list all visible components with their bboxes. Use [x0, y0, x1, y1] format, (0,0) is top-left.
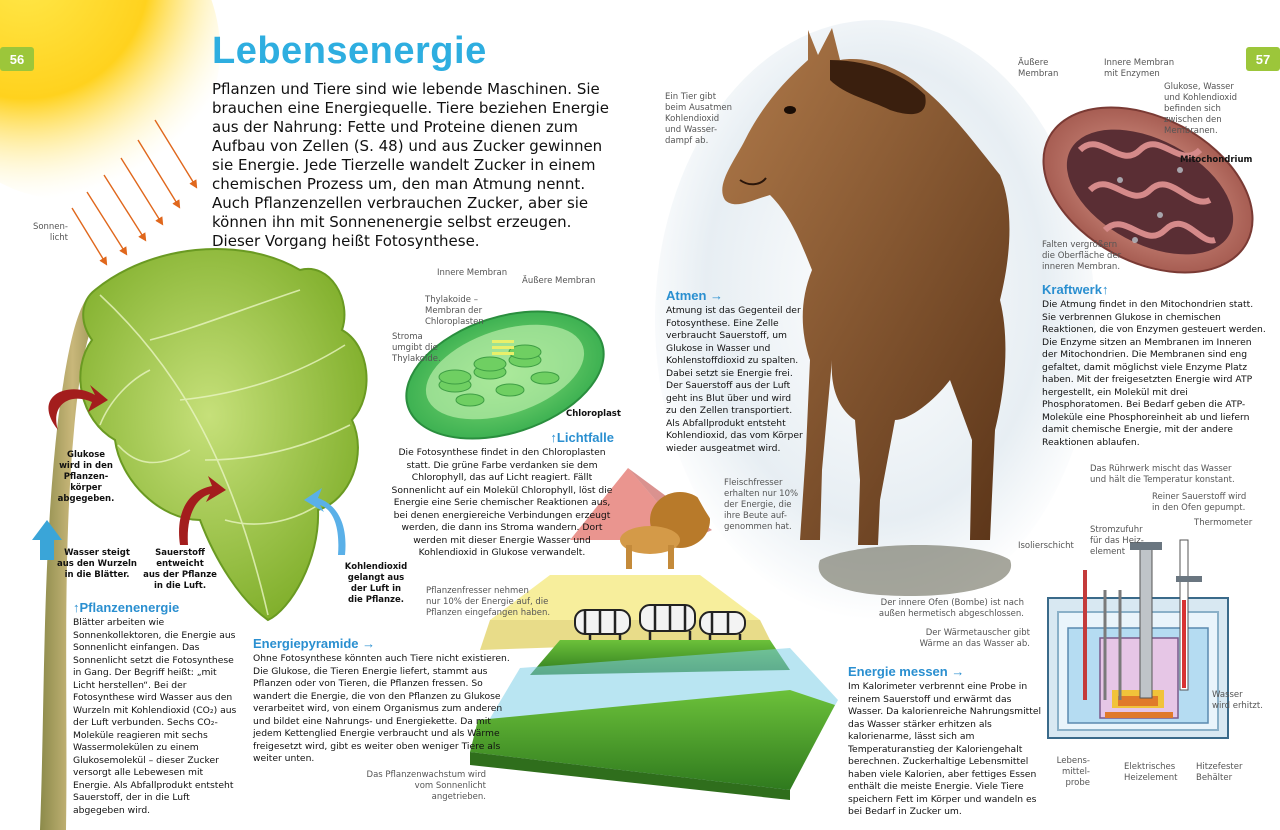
power-plant-block: [1042, 282, 1266, 449]
measure-energy-text: Im Kalorimeter verbrennt eine Probe in reinem Sauerstoff und erwärmt das Wasser. Da kalorienreiche Nahrungsmittel das Wasser stärker erhitzen als kalorienarme, lässt sich am Temperaturanstieg der Kaloriengehalt berechnen. Zuckerhaltige Lebensmittel haben viele Kalorien, aber fettiges Essen enthält die meiste Energie. Viele Tiere speichern Fett im Körper und wandeln es bei Bedarf in Zucker um.: [848, 681, 1042, 817]
plant-energy-block: [73, 600, 241, 817]
label-carnivores: Fleischfresser erhalten nur 10% der Energie, die ihre Beute auf- genommen hat.: [724, 478, 799, 532]
plant-energy-heading: ↑Pflanzenenergie: [73, 600, 180, 615]
label-herbivores: Pflanzenfresser nehmen nur 10% der Energie auf, die Pflanzen eingefangen haben.: [426, 586, 551, 618]
energy-pyramid-heading: Energiepyramide →: [253, 636, 376, 651]
page-number-right: 57: [1246, 47, 1280, 71]
label-container: Hitzefester Behälter: [1196, 762, 1243, 783]
light-trap-block: [390, 430, 614, 560]
label-oxygen: Sauerstoff entweicht aus der Pflanze in die Luft.: [143, 548, 217, 591]
energy-pyramid-block: [253, 636, 515, 766]
plant-energy-text: Blätter arbeiten wie Sonnenkollektoren, die Energie aus Sonnenlicht einfangen. Das Sonnenlicht setzt die Fotosynthese in Gang. Der Begriff heißt: „mit Licht herstellen“. Bei der Fotosynthese wird Wasser aus den Wurzeln mit Kohlendioxid (CO₂) aus der Luft verbunden. Sechs CO₂-Moleküle reagieren mit sechs Wassermolekülen zu einem Glukosemolekül – dieser Zucker versorgt alle Lebewesen mit Energie. Als Abfallprodukt entsteht Sauerstoff, der in die Luft abgegeben wird.: [73, 617, 237, 816]
measure-energy-block: [848, 664, 1044, 819]
label-power-supply: Stromzufuhr für das Heiz- element: [1090, 525, 1144, 557]
power-plant-heading: Kraftwerk↑: [1042, 282, 1109, 297]
label-outer-membrane-mito: Äußere Membran: [1018, 58, 1059, 79]
label-between-membranes: Glukose, Wasser und Kohlendioxid befinden sich zwischen den Membranen.: [1164, 82, 1238, 136]
power-plant-text: Die Atmung findet in den Mitochondrien statt. Sie verbrennen Glukose in chemischen Reaktionen, die von Enzymen gesteuert werden. Die Enzyme sitzen an Membranen im Inneren der Mitochondrien. Die Membranen sind eng gefaltet, damit möglichst viele Enzyme Platz haben. Mit der freigesetzten Energie wird ATP hergestellt, ein Molekül mit drei Phosphoratomen. Bei Bedarf geben die ATP-Moleküle eine Phosphoreinheit ab und liefern damit chemische Energie, mit der andere Reaktionen ablaufen.: [1042, 299, 1266, 448]
label-stroma: Stroma umgibt die Thylakoide.: [392, 332, 441, 364]
label-inner-membrane-mito: Innere Membran mit Enzymen: [1104, 58, 1175, 79]
label-water: Wasser steigt aus den Wurzeln in die Blätter.: [57, 548, 137, 580]
label-co2: Kohlendioxid gelangt aus der Luft in die Pflanze.: [344, 562, 408, 605]
label-mitochondrion: Mitochondrium: [1180, 155, 1253, 165]
label-pure-oxygen: Reiner Sauerstoff wird in den Ofen gepumpt.: [1152, 492, 1247, 513]
intro-text: Pflanzen und Tiere sind wie lebende Maschinen. Sie brauchen eine Energiequelle. Tiere beziehen Energie aus der Nahrung: Fette und Proteine dienen zum Aufbau von Zellen (S. 48) und aus Zucker gewinnen sie Energie. Jede Tierzelle wandelt Zucker in einem chemischen Prozess um, den man Atmung nennt. Auch Pflanzenzellen verbrauchen Zucker, aber sie können ihn mit Sonnenenergie selbst erzeugen. Dieser Vorgang heißt Fotosynthese.: [212, 80, 609, 250]
label-folds: Falten vergrößern die Oberfläche der inneren Membran.: [1042, 240, 1122, 272]
page-title: Lebensenergie: [212, 30, 487, 72]
breathing-block: [666, 288, 804, 455]
label-stirrer: Das Rührwerk mischt das Wasser und hält die Temperatur konstant.: [1090, 464, 1235, 485]
label-insulation: Isolierschicht: [1018, 541, 1074, 551]
energy-pyramid-text: Ohne Fotosynthese könnten auch Tiere nicht existieren. Die Glukose, die Tieren Energie liefert, stammt aus Pflanzen oder von Tieren, die Pflanzen fressen. So wandert die Energie, die von den Pflanzen zu Glukose verarbeitet wird, von einem Organismus zum anderen und bildet eine Nahrungs- und Energiekette. Da mit jedem Kettenglied Energie verbraucht und als Wärme freigesetzt wird, gibt es weiter oben weniger Tiere als weiter unten.: [253, 653, 510, 764]
label-outer-membrane: Äußere Membran: [522, 276, 596, 286]
label-plants-growth: Das Pflanzenwachstum wird vom Sonnenlicht angetrieben.: [366, 770, 486, 802]
light-trap-heading: ↑Lichtfalle: [550, 430, 614, 445]
label-heating-element: Elektrisches Heizelement: [1124, 762, 1178, 783]
breathing-heading: Atmen →: [666, 288, 724, 303]
label-heat-exchanger: Der Wärmetauscher gibt Wärme an das Wasser ab.: [919, 628, 1030, 649]
label-sunlight: Sonnen- licht: [32, 222, 68, 243]
page-number-left: 56: [0, 47, 34, 71]
label-water-heated: Wasser wird erhitzt.: [1212, 690, 1263, 711]
label-food-sample: Lebens- mittel- probe: [1056, 756, 1090, 788]
label-bomb: Der innere Ofen (Bombe) ist nach außen hermetisch abgeschlossen.: [878, 598, 1024, 619]
label-inner-membrane: Innere Membran: [437, 268, 508, 278]
label-thylakoid: Thylakoide – Membran der Chloroplasten: [425, 295, 484, 327]
light-trap-text: Die Fotosynthese findet in den Chloroplasten statt. Die grüne Farbe verdanken sie dem Chlorophyll, das auf Licht reagiert. Fällt Sonnenlicht auf ein Molekül Chlorophyll, löst die Energie eine Serie chemischer Reaktionen aus, bei denen energiereiche Verbindungen erzeugt werden, die dann ins Stroma wandern. Dort werden mit dieser Energie Wasser und Kohlendioxid in Glukose verwandelt.: [391, 447, 613, 558]
label-horse-exhale: Ein Tier gibt beim Ausatmen Kohlendioxid und Wasser- dampf ab.: [665, 92, 733, 146]
label-glucose: Glukose wird in den Pflanzen- körper abgegeben.: [57, 450, 115, 504]
label-thermometer: Thermometer: [1194, 518, 1253, 528]
measure-energy-heading: Energie messen →: [848, 664, 965, 679]
breathing-text: Atmung ist das Gegenteil der Fotosynthese. Eine Zelle verbraucht Sauerstoff, um Glukose in Wasser und Kohlenstoffdioxid zu spalten. Dabei setzt sie Energie frei. Der Sauerstoff aus der Luft geht ins Blut über und wird zu den Zellen transportiert. Als Abfallprodukt entsteht Kohlendioxid, das vom Körper wieder ausgeatmet wird.: [666, 305, 803, 454]
label-chloroplast: Chloroplast: [566, 409, 621, 419]
